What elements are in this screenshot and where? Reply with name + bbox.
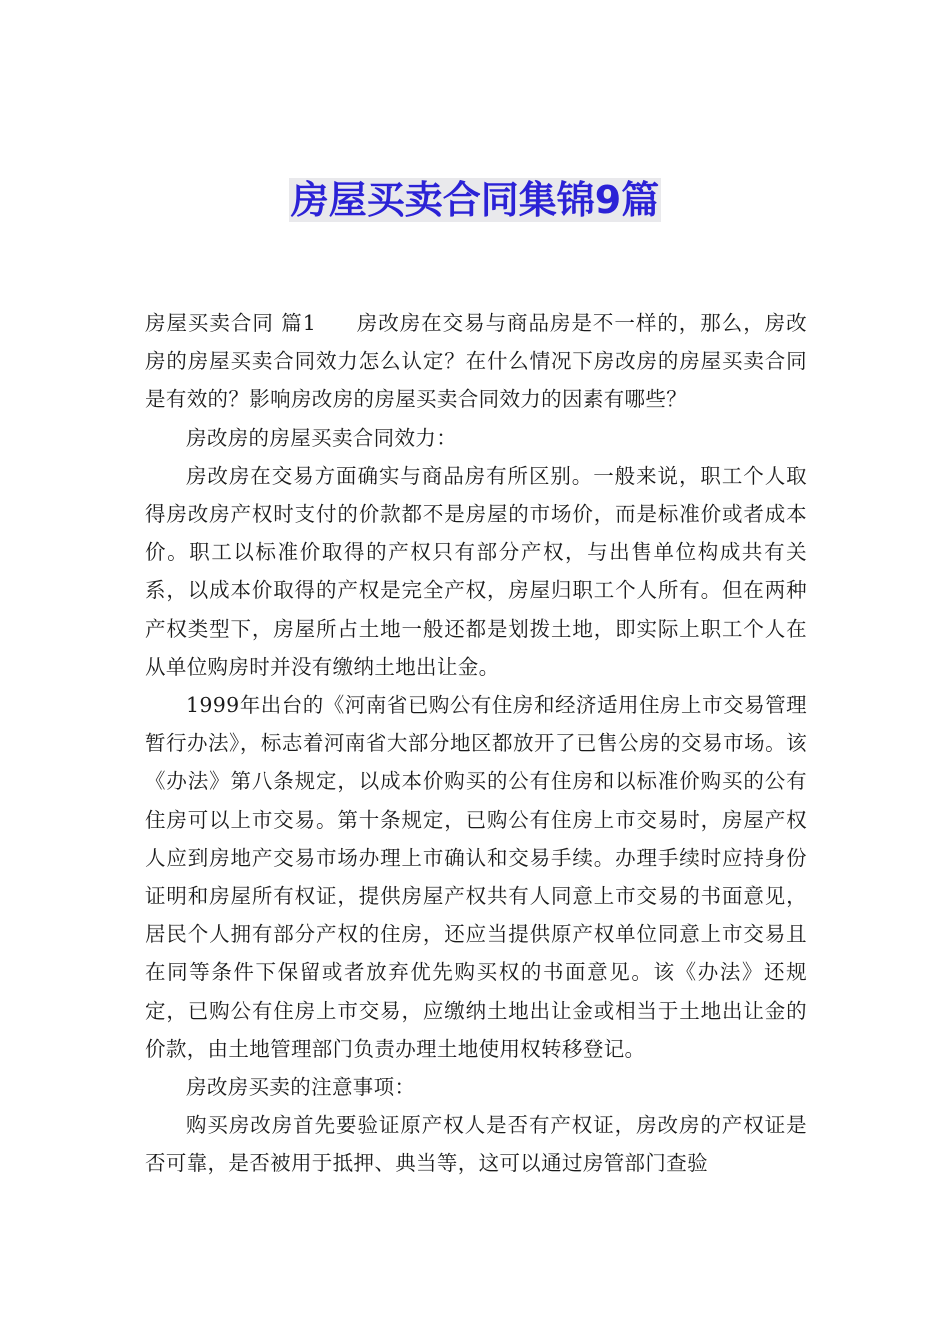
section-label: 房屋买卖合同 篇1	[145, 311, 317, 335]
document-title-text: 房屋买卖合同集锦9篇	[290, 178, 660, 222]
document-title	[0, 175, 950, 225]
document-body	[145, 304, 807, 1183]
paragraph-1	[145, 304, 807, 419]
paragraph-3: 房改房在交易方面确实与商品房有所区别。一般来说，职工个人取得房改房产权时支付的价款都不是房屋的市场价，而是标准价或者成本价。职工以标准价取得的产权只有部分产权，与出售单位构成共有关系，以成本价取得的产权是完全产权，房屋归职工个人所有。但在两种产权类型下，房屋所占土地一般还都是划拨土地，即实际上职工个人在从单位购房时并没有缴纳土地出让金。	[145, 463, 807, 679]
paragraph-5: 房改房买卖的注意事项：	[186, 1075, 416, 1100]
paragraph-6: 购买房改房首先要验证原产权人是否有产权证，房改房的产权证是否可靠，是否被用于抵押、典当等，这可以通过房管部门查验	[145, 1113, 807, 1176]
paragraph-4: 1999年出台的《河南省已购公有住房和经济适用住房上市交易管理暂行办法》，标志着河南省大部分地区都放开了已售公房的交易市场。该《办法》第八条规定，以成本价购买的公有住房和以标准价购买的公有住房可以上市交易。第十条规定，已购公有住房上市交易时，房屋产权人应到房地产交易市场办理上市确认和交易手续。办理手续时应持身份证明和房屋所有权证，提供房屋产权共有人同意上市交易的书面意见，居民个人拥有部分产权的住房，还应当提供原产权单位同意上市交易且在同等条件下保留或者放弃优先购买权的书面意见。该《办法》还规定，已购公有住房上市交易，应缴纳土地出让金或相当于土地出让金的价款，由土地管理部门负责办理土地使用权转移登记。	[145, 693, 807, 1061]
paragraph-2: 房改房的房屋买卖合同效力：	[186, 425, 458, 450]
paragraph-1-text: 房改房在交易与商品房是不一样的，那么，房改房的房屋买卖合同效力怎么认定？在什么情况下房改房的房屋买卖合同是有效的？影响房改房的房屋买卖合同效力的因素有哪些？	[145, 311, 807, 412]
